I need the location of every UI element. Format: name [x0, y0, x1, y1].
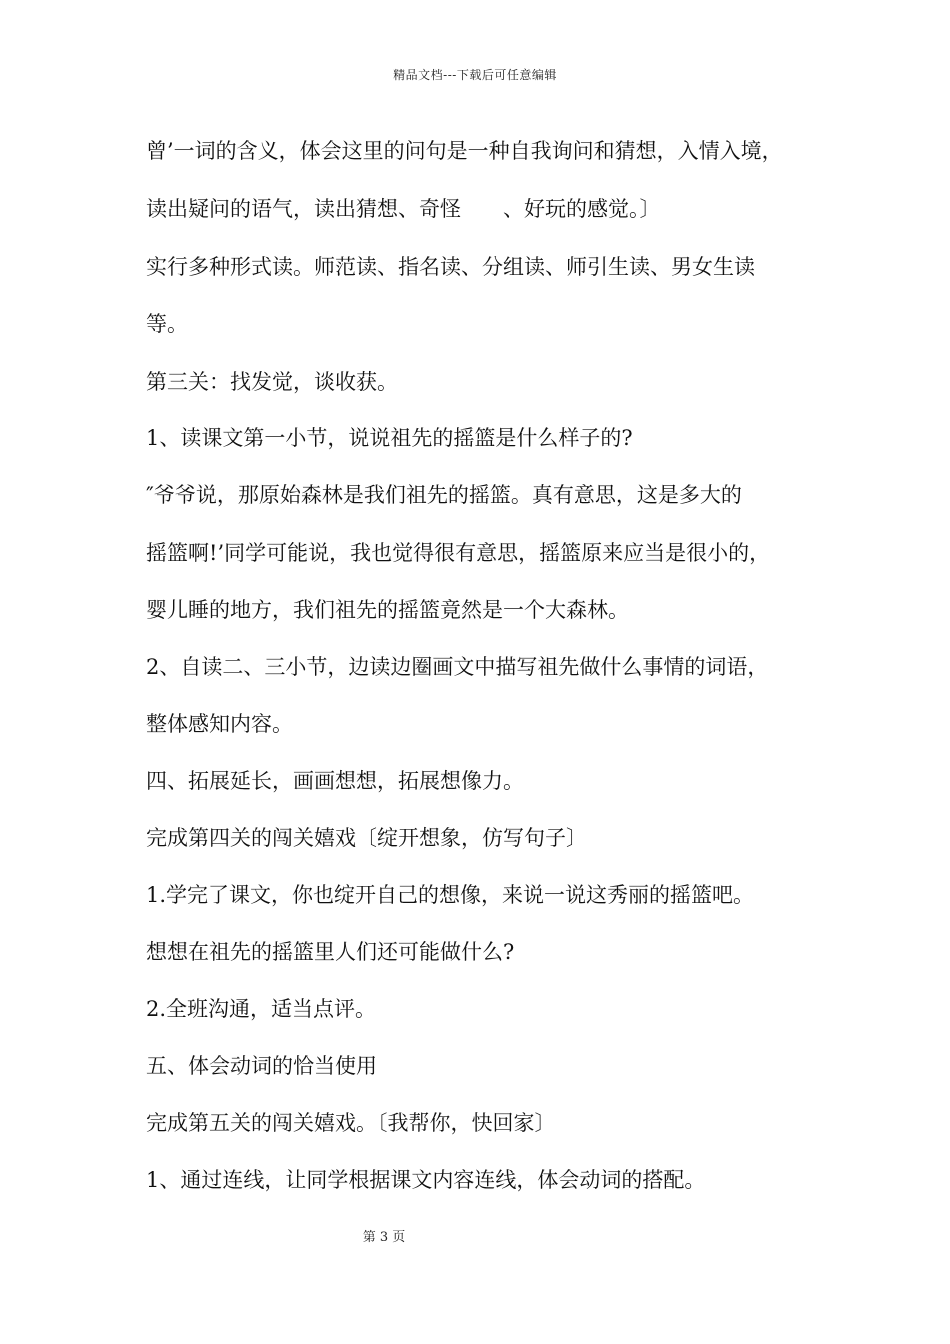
- body-line-3: 实行多种形式读。师范读、指名读、分组读、师引生读、男女生读: [146, 255, 755, 279]
- body-line-9: 婴儿睡的地方，我们祖先的摇篮竟然是一个大森林。: [146, 598, 629, 622]
- body-line-12: 四、拓展延长，画画想想，拓展想像力。: [146, 769, 524, 793]
- body-line-8: 摇篮啊!’同学可能说，我也觉得很有意思，摇篮原来应当是很小的，: [146, 541, 771, 565]
- body-line-10: 2、自读二、三小节，边读边圈画文中描写祖先做什么事情的词语，: [146, 655, 769, 679]
- body-line-1: 曾’一词的含义，体会这里的问句是一种自我询问和猜想，入情入境，: [146, 139, 783, 163]
- body-line-17: 五、体会动词的恰当使用: [146, 1054, 377, 1078]
- body-line-2: 读出疑问的语气，读出猜想、奇怪 、好玩的感觉。〕: [146, 197, 661, 221]
- page-header: 精品文档---下载后可任意编辑: [393, 68, 557, 82]
- body-line-19: 1、通过连线，让同学根据课文内容连线，体会动词的搭配。: [146, 1168, 706, 1192]
- page-number: 第 3 页: [362, 1230, 406, 1245]
- body-line-18: 完成第五关的闯关嬉戏。〔我帮你，快回家〕: [146, 1111, 556, 1135]
- body-line-13: 完成第四关的闯关嬉戏〔绽开想象，仿写句子〕: [146, 826, 587, 850]
- body-line-16: 2.全班沟通，适当点评。: [146, 997, 377, 1021]
- body-line-14: 1.学完了课文，你也绽开自己的想像，来说一说这秀丽的摇篮吧。: [146, 883, 755, 907]
- body-line-5: 第三关：找发觉，谈收获。: [146, 370, 398, 394]
- body-line-6: 1、读课文第一小节，说说祖先的摇篮是什么样子的?: [146, 426, 633, 450]
- body-line-7: ″爷爷说，那原始森林是我们祖先的摇篮。真有意思，这是多大的: [146, 483, 742, 507]
- body-line-15: 想想在祖先的摇篮里人们还可能做什么?: [146, 940, 515, 964]
- body-line-4: 等。: [146, 312, 188, 336]
- body-line-11: 整体感知内容。: [146, 712, 293, 736]
